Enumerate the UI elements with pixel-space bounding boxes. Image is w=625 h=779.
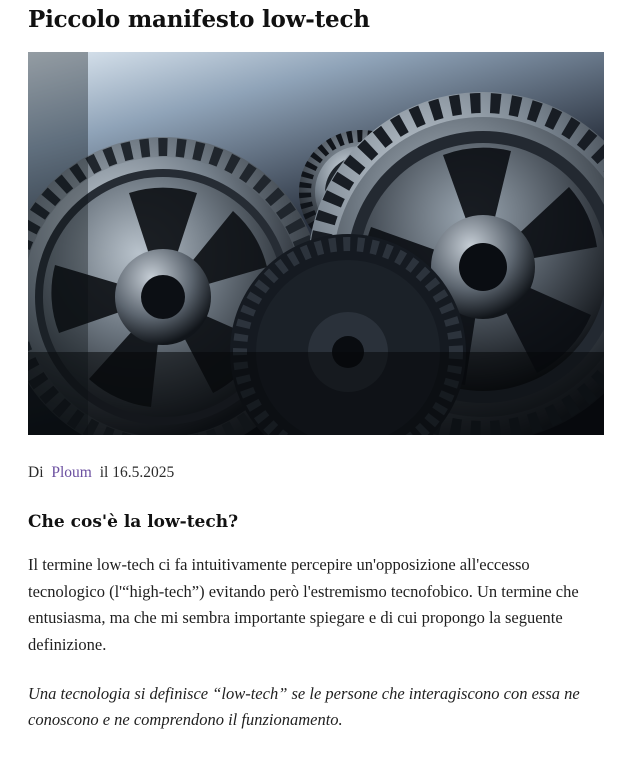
- body-paragraph-1: Il termine low-tech ci fa intuitivamente percepire un'opposizione all'eccesso tecnologico (l'“high-tech”) evitando però l'estremismo tecnofobico. Un termine che entusiasma, ma che mi sembra importante spiegare e di cui propongo la seguente definizione.: [28, 554, 579, 654]
- byline: [28, 461, 597, 484]
- byline-date-prefix: il: [99, 463, 109, 481]
- author-link[interactable]: Ploum: [51, 463, 92, 481]
- body-paragraph-2: Una tecnologia si definisce “low-tech” se le persone che interagiscono con essa ne conoscono e ne comprendono il funzionamento.: [28, 683, 580, 730]
- byline-prefix: Di: [28, 463, 44, 481]
- section-heading: Che cos'è la low-tech?: [28, 511, 239, 532]
- gears-photo-icon: [28, 52, 604, 435]
- hero-image: [28, 52, 604, 435]
- publish-date: 16.5.2025: [112, 463, 175, 481]
- page-title: Piccolo manifesto low-tech: [28, 6, 370, 33]
